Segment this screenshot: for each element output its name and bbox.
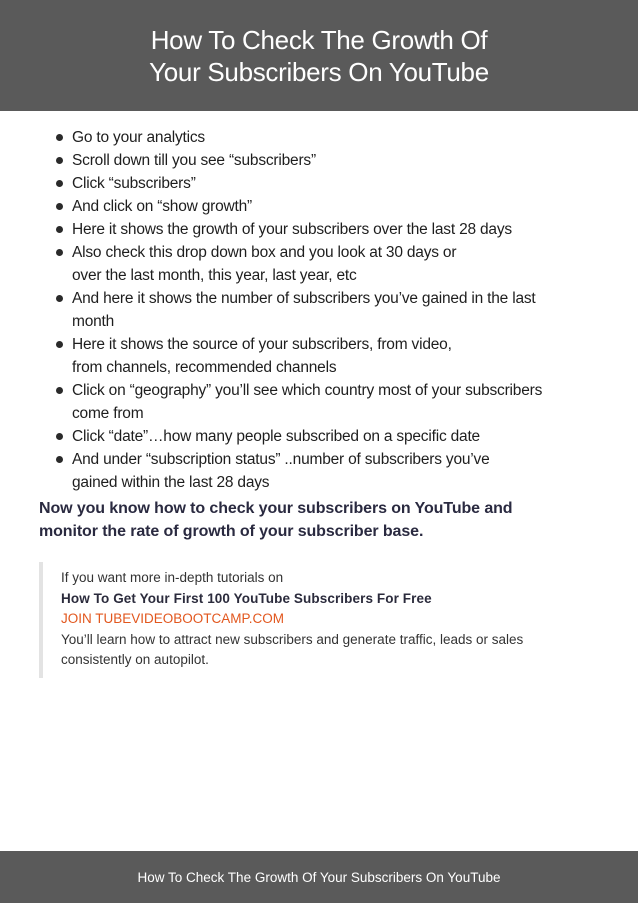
step-text-line: Here it shows the source of your subscribers, from video, xyxy=(72,336,452,353)
page-header xyxy=(0,0,638,111)
promo-intro: If you want more in-depth tutorials on xyxy=(61,570,284,585)
page-footer xyxy=(0,851,638,903)
promo-course-title: How To Get Your First 100 YouTube Subscribers For Free xyxy=(61,590,432,606)
bullet-dot-icon xyxy=(56,433,63,440)
page-title-line-1: How To Check The Growth Of xyxy=(150,25,488,55)
promo-join-link[interactable]: JOIN TUBEVIDEOBOOTCAMP.COM xyxy=(61,611,285,626)
step-item xyxy=(50,149,610,172)
bullet-dot-icon xyxy=(56,249,63,256)
bullet-dot-icon xyxy=(56,157,63,164)
promo-body: You’ll learn how to attract new subscribers and generate traffic, leads or sales consistently on autopilot. xyxy=(61,631,524,667)
steps-list xyxy=(50,126,610,494)
bullet-dot-icon xyxy=(56,134,63,141)
step-text-line: And under “subscription status” ..number of subscribers you’ve xyxy=(72,451,490,468)
step-text-line: month xyxy=(72,313,115,330)
step-item xyxy=(50,241,610,287)
summary-line-1: Now you know how to check your subscribers on YouTube and xyxy=(39,500,513,517)
bullet-dot-icon xyxy=(56,456,63,463)
step-text-line: Go to your analytics xyxy=(72,129,205,146)
promo-callout xyxy=(39,562,594,678)
step-text-line: And click on “show growth” xyxy=(72,198,253,215)
step-text-line: Here it shows the growth of your subscribers over the last 28 days xyxy=(72,221,512,238)
step-item xyxy=(50,287,610,333)
step-item xyxy=(50,126,610,149)
step-text-line: And here it shows the number of subscribers you’ve gained in the last xyxy=(72,290,536,307)
bullet-dot-icon xyxy=(56,341,63,348)
summary-text xyxy=(39,497,609,543)
step-text-line: come from xyxy=(72,405,144,422)
bullet-dot-icon xyxy=(56,226,63,233)
bullet-dot-icon xyxy=(56,387,63,394)
step-item xyxy=(50,425,610,448)
step-text-line: from channels, recommended channels xyxy=(72,359,337,376)
bullet-dot-icon xyxy=(56,295,63,302)
step-item xyxy=(50,379,610,425)
step-text-line: Scroll down till you see “subscribers” xyxy=(72,152,316,169)
step-item xyxy=(50,333,610,379)
step-item xyxy=(50,448,610,494)
summary-line-2: monitor the rate of growth of your subscriber base. xyxy=(39,523,424,540)
step-text-line: gained within the last 28 days xyxy=(72,474,270,491)
page-title xyxy=(0,24,638,88)
step-item xyxy=(50,172,610,195)
step-text-line: over the last month, this year, last year, etc xyxy=(72,267,357,284)
step-text-line: Click “date”…how many people subscribed on a specific date xyxy=(72,428,480,445)
footer-title: How To Check The Growth Of Your Subscribers On YouTube xyxy=(137,870,501,885)
step-item xyxy=(50,218,610,241)
page-title-line-2: Your Subscribers On YouTube xyxy=(149,57,489,87)
bullet-dot-icon xyxy=(56,180,63,187)
step-text-line: Also check this drop down box and you look at 30 days or xyxy=(72,244,457,261)
bullet-dot-icon xyxy=(56,203,63,210)
step-text-line: Click on “geography” you’ll see which country most of your subscribers xyxy=(72,382,543,399)
step-item xyxy=(50,195,610,218)
step-text-line: Click “subscribers” xyxy=(72,175,196,192)
